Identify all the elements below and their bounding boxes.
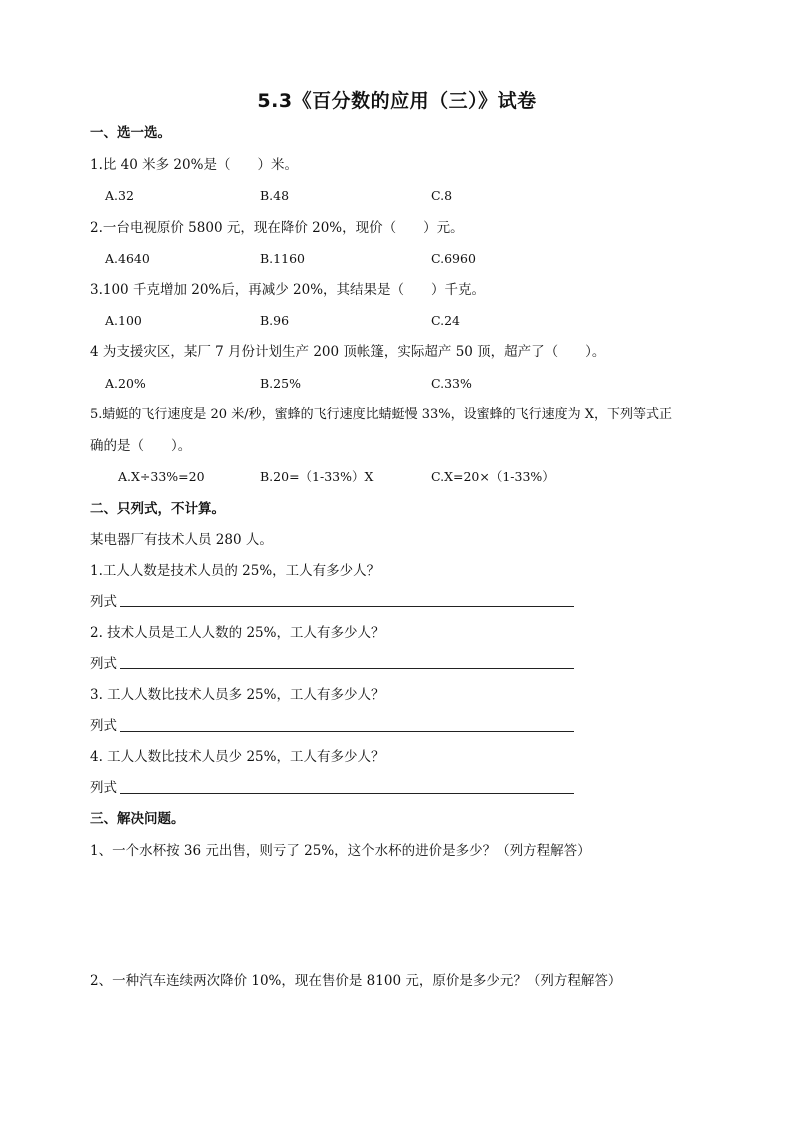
- section-heading-formula: 二、只列式，不计算。: [90, 501, 225, 517]
- option-b: B.96: [260, 313, 290, 328]
- question-text: 3. 工人人数比技术人员多 25%，工人有多少人？: [90, 687, 385, 703]
- option-b: B.20=（1-33%）X: [260, 469, 374, 484]
- option-a: A.100: [105, 313, 142, 328]
- answer-label: 列式: [90, 780, 117, 796]
- question-text: 1.比 40 米多 20%是（ ）米。: [90, 157, 298, 173]
- option-c: C.8: [431, 188, 453, 203]
- option-b: B.48: [260, 188, 290, 203]
- section-heading-solve: 三、解决问题。: [90, 811, 185, 827]
- option-c: C.24: [431, 313, 460, 328]
- question-text: 4. 工人人数比技术人员少 25%，工人有多少人？: [90, 749, 385, 765]
- problem-intro: 某电器厂有技术人员 280 人。: [90, 532, 273, 548]
- question-text: 1.工人人数是技术人员的 25%，工人有多少人？: [90, 563, 381, 579]
- option-b: B.25%: [260, 376, 301, 391]
- answer-label: 列式: [90, 718, 117, 734]
- question-text: 4 为支援灾区，某厂 7 月份计划生产 200 顶帐篷，实际超产 50 顶，超产了（ ）。: [90, 344, 606, 360]
- page-title: 5.3《百分数的应用（三）》试卷: [257, 90, 537, 112]
- question-text: 3.100 千克增加 20%后，再减少 20%，其结果是（ ）千克。: [90, 282, 486, 298]
- answer-label: 列式: [90, 594, 117, 610]
- question-text-continued: 确的是（ ）。: [90, 438, 192, 454]
- option-a: A.X÷33%=20: [118, 469, 205, 484]
- answer-line[interactable]: [120, 606, 574, 607]
- question-text: 2. 技术人员是工人人数的 25%，工人有多少人？: [90, 625, 385, 641]
- option-c: C.X=20×（1-33%）: [431, 469, 555, 484]
- option-a: A.4640: [105, 251, 150, 266]
- option-c: C.33%: [431, 376, 472, 391]
- option-a: A.32: [105, 188, 134, 203]
- answer-line[interactable]: [120, 731, 574, 732]
- option-c: C.6960: [431, 251, 476, 266]
- question-text: 2.一台电视原价 5800 元，现在降价 20%，现价（ ）元。: [90, 220, 464, 236]
- question-text: 1、一个水杯按 36 元出售，则亏了 25%，这个水杯的进价是多少？（列方程解答）: [90, 843, 591, 859]
- question-text: 2、一种汽车连续两次降价 10%，现在售价是 8100 元，原价是多少元？（列方程解答）: [90, 973, 622, 989]
- answer-line[interactable]: [120, 668, 574, 669]
- answer-line[interactable]: [120, 793, 574, 794]
- question-text: 5.蜻蜓的飞行速度是 20 米/秒，蜜蜂的飞行速度比蜻蜓慢 33%，设蜜蜂的飞行速度为 X，下列等式正: [90, 407, 673, 422]
- option-a: A.20%: [105, 376, 146, 391]
- option-b: B.1160: [260, 251, 305, 266]
- section-heading-choice: 一、选一选。: [90, 125, 171, 141]
- answer-label: 列式: [90, 656, 117, 672]
